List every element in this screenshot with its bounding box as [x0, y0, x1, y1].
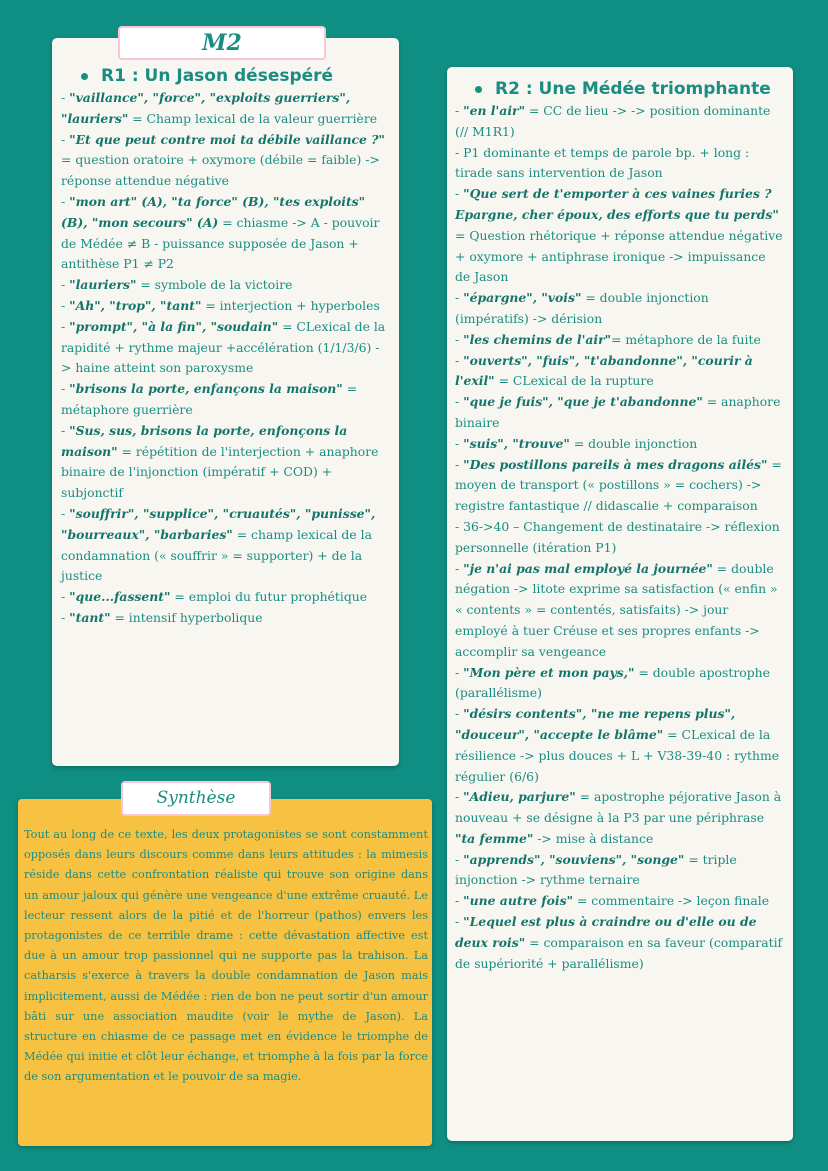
note-line — [455, 912, 783, 974]
quote-text: "désirs contents", "ne me repens plus", "douceur", "accepte le blâme" — [455, 706, 736, 742]
note-text: = CLexical de la résilience -> plus douces + L + V38-39-40 : rythme régulier (6/6) — [455, 726, 780, 784]
bullet-dot-icon — [81, 73, 88, 80]
note-text: = chiasme -> A - pouvoir de Médée ≠ B - puissance supposée de Jason + antithèse P1 ≠ P2 — [61, 214, 380, 272]
r1-notes — [61, 88, 389, 629]
note-line — [455, 517, 783, 559]
quote-text: "les chemins de l'air" — [463, 331, 612, 347]
quote-text: "Des postillons pareils à mes dragons ailés" — [463, 456, 768, 472]
quote-text: "suis", "trouve" — [463, 435, 570, 451]
quote-text: "ouverts", "fuis", "t'abandonne", "courir à l'exil" — [455, 352, 753, 389]
note-text: - — [455, 103, 464, 118]
note-text: = comparaison en sa faveur (comparatif de supériorité + parallélisme) — [455, 934, 783, 971]
note-text: - — [455, 290, 464, 306]
quote-text: "Sus, sus, brisons la porte, enfonçons la maison" — [61, 422, 348, 459]
bullet-dot-icon — [475, 86, 482, 93]
page-title: M2 — [118, 26, 326, 60]
quote-text: "lauriers" — [69, 277, 137, 293]
note-text: = double négation -> litote exprime sa satisfaction (« enfin » « contents » = contentés, satisfaits) -> jour employé à tuer Créuse et ses propres enfants -> accomplir sa vengeance — [455, 560, 778, 659]
note-line — [61, 192, 389, 275]
quote-text: "tant" — [69, 609, 111, 625]
note-text: = CC de lieu -> -> position dominante (// M1R1) — [455, 103, 771, 139]
note-text: = double injonction (impératifs) -> dérision — [455, 290, 709, 326]
quote-text: "Lequel est plus à craindre ou d'elle ou de deux rois" — [455, 914, 757, 950]
quote-text: "mon art" (A), "ta force" (B), "tes exploits" (B), "mon secours" (A) — [61, 193, 366, 230]
note-line — [61, 88, 389, 130]
note-line — [455, 704, 783, 787]
note-line — [455, 351, 783, 393]
note-text: = double injonction — [569, 435, 698, 451]
note-text: - — [61, 131, 70, 147]
note-text: = interjection + hyperboles — [201, 297, 380, 313]
quote-text: "prompt", "à la fin", "soudain" — [69, 318, 279, 334]
note-text: - — [61, 193, 70, 209]
note-line — [455, 101, 783, 143]
note-line — [455, 288, 783, 330]
quote-text: "brisons la porte, enfançons la maison" — [69, 381, 343, 397]
note-text: - — [455, 331, 464, 347]
note-line — [455, 392, 783, 434]
synthese-card — [18, 799, 432, 1146]
note-text: = anaphore binaire — [455, 394, 781, 430]
quote-text: "ta femme" — [455, 830, 534, 846]
note-text: = moyen de transport (« postillons » = cochers) -> registre fantastique // didascalie + comparaison — [455, 456, 782, 514]
r2-card — [447, 67, 793, 1141]
note-text: = intensif hyperbolique — [110, 609, 263, 625]
note-line — [455, 787, 783, 849]
note-text: - — [61, 277, 70, 293]
note-text: - P1 dominante et temps de parole bp. + long : tirade sans intervention de Jason — [455, 144, 750, 181]
note-text: - — [455, 664, 464, 680]
note-text: - — [455, 352, 464, 368]
note-text: = apostrophe péjorative Jason à nouveau + se désigne à la P3 par une périphrase — [455, 789, 782, 826]
note-line — [455, 455, 783, 517]
note-text: = CLexical de la rapidité + rythme majeur +accélération (1/1/3/6) -> haine atteint son paroxysme — [61, 318, 386, 376]
note-text: - — [61, 422, 70, 438]
note-text: - — [61, 297, 70, 313]
note-text: = question oratoire + oxymore (débile = faible) -> réponse attendue négative — [61, 152, 380, 189]
note-text: - — [61, 505, 70, 521]
synthese-text: Tout au long de ce texte, les deux protagonistes se sont constamment opposés dans leurs discours comme dans leurs attitudes : la mimesis réside dans cette confrontation réaliste qui trouve son origine dans un amour jaloux qui génère une vengeance d'une extrême cruauté. Le lecteur ressent alors de la pitié et de l'horreur (pathos) envers les protagonistes de ce terrible drame : cette dévastation affective est due à un amour trop passionnel qui ne supporte pas la trahison. La catharsis s'exerce à travers la double condamnation de Jason mais implicitement, aussi de Médée : rien de bon ne peut sortir d'un amour bâti sur une association maudite (voir le mythe de Jason). La structure en chiasme de ce passage met en évidence le triomphe de Médée qui initie et clôt leur échange, et triomphe à la fois par la force de son argumentation et le pouvoir de sa magie. — [24, 828, 428, 1084]
note-text: = Champ lexical de la valeur guerrière — [128, 110, 378, 126]
note-text: = métaphore guerrière — [61, 381, 358, 417]
note-text: -> mise à distance — [533, 830, 654, 846]
note-text: - — [455, 435, 464, 451]
note-text: - — [455, 789, 464, 805]
quote-text: "Ah", "trop", "tant" — [69, 297, 202, 313]
note-text: - — [61, 318, 70, 334]
r1-heading — [81, 66, 389, 86]
r1-heading-text: R1 : Un Jason désespéré — [101, 66, 334, 86]
note-line — [61, 317, 389, 379]
quote-text: "Adieu, parjure" — [463, 789, 576, 805]
note-text: - — [61, 589, 70, 605]
note-line — [455, 559, 783, 663]
note-text: = symbole de la victoire — [136, 277, 293, 293]
note-line — [61, 275, 389, 296]
note-text: = commentaire -> leçon finale — [573, 893, 770, 909]
note-line — [455, 330, 783, 351]
quote-text: "apprends", "souviens", "songe" — [463, 851, 685, 867]
note-text: - — [455, 914, 464, 930]
synthese-title: Synthèse — [121, 781, 271, 816]
quote-text: "je n'ai pas mal employé la journée" — [463, 560, 713, 576]
note-line — [455, 184, 783, 288]
note-text: - — [455, 560, 464, 576]
note-line — [61, 587, 389, 608]
quote-text: "Mon père et mon pays," — [463, 664, 635, 680]
quote-text: "épargne", "vois" — [463, 290, 582, 306]
quote-text: "vaillance", "force", "exploits guerriers", "lauriers" — [61, 90, 351, 126]
r2-heading — [475, 79, 783, 99]
note-line — [61, 296, 389, 317]
note-line — [455, 143, 783, 185]
r2-heading-text: R2 : Une Médée triomphante — [495, 79, 771, 99]
note-line — [61, 608, 389, 629]
note-line — [61, 504, 389, 587]
note-text: - — [455, 456, 464, 472]
note-text: - — [455, 851, 464, 867]
quote-text: "que...fassent" — [69, 589, 171, 605]
note-text: - — [61, 90, 70, 105]
quote-text: "souffrir", "supplice", "cruautés", "punisse", "bourreaux", "barbaries" — [61, 505, 376, 542]
note-line — [61, 379, 389, 421]
note-line — [455, 663, 783, 705]
note-line — [61, 421, 389, 504]
r2-notes — [455, 101, 783, 974]
note-text: = Question rhétorique + réponse attendue négative + oxymore + antiphrase ironique -> impuissance de Jason — [455, 227, 783, 285]
note-text: = double apostrophe (parallélisme) — [455, 664, 770, 701]
note-text: = triple injonction -> rythme ternaire — [455, 851, 737, 888]
note-text: - — [61, 381, 70, 397]
note-line — [455, 891, 783, 912]
quote-text: "une autre fois" — [463, 893, 574, 909]
quote-text: "Et que peut contre moi ta débile vaillance ?" — [69, 131, 385, 147]
quote-text: "en l'air" — [463, 103, 526, 118]
note-text: - — [455, 706, 464, 722]
note-text: = emploi du futur prophétique — [170, 589, 368, 605]
quote-text: "Que sert de t'emporter à ces vaines furies ?Epargne, cher époux, des efforts que tu perds" — [455, 186, 779, 222]
r1-card — [52, 38, 399, 766]
note-text: - — [455, 186, 464, 202]
note-text: - — [455, 394, 464, 410]
note-text: = champ lexical de la condamnation (« souffrir » = supporter) + de la justice — [61, 526, 372, 584]
quote-text: "que je fuis", "que je t'abandonne" — [463, 394, 703, 410]
note-text: - 36->40 – Changement de destinataire -> réflexion personnelle (itération P1) — [455, 518, 780, 555]
note-text: - — [61, 609, 70, 625]
note-text: - — [455, 893, 464, 909]
note-line — [455, 434, 783, 455]
note-line — [455, 850, 783, 892]
note-text: = CLexical de la rupture — [494, 373, 654, 389]
note-text: = métaphore de la fuite — [611, 331, 761, 347]
note-text: = répétition de l'interjection + anaphore binaire de l'injonction (impératif + COD) + subjonctif — [61, 443, 379, 501]
note-line — [61, 130, 389, 192]
